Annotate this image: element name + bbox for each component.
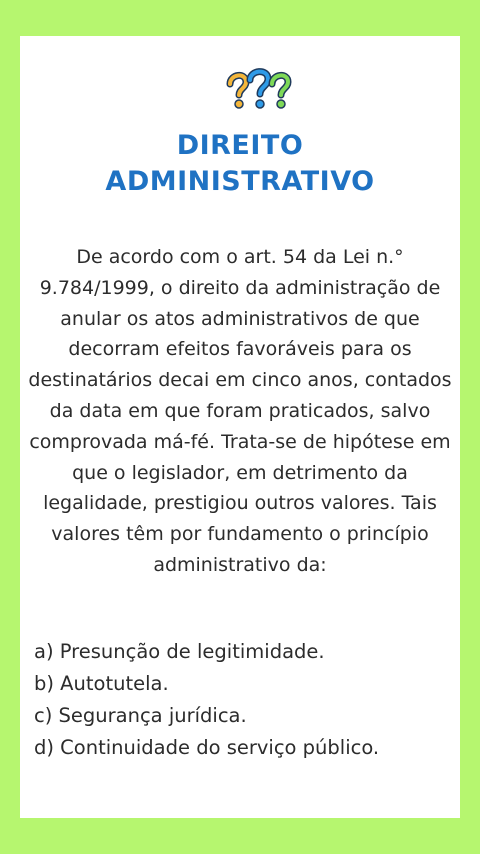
question-text: De acordo com o art. 54 da Lei n.° 9.784/1999, o direito da administração de anular os atos administrativos de que decorram efeitos favoráveis para os destinatários decai em cinco anos, contados da data em que foram praticados, salvo comprovada má-fé. Trata-se de hipótese em que o legislador, em detrimento da legalidade, prestigiou outros valores. Tais valores têm por fundamento o princípio administrativo da: [28,246,452,576]
question-card [20,36,460,818]
question-marks-icon [224,68,296,114]
option-b: b) Autotutela. [34,672,169,695]
option-c: c) Segurança jurídica. [34,704,247,727]
page-title [20,128,460,200]
title-line-2: ADMINISTRATIVO [105,166,375,197]
title-line-1: DIREITO [176,130,304,161]
option-d: d) Continuidade do serviço público. [34,736,380,759]
option-a: a) Presunção de legitimidade. [34,640,325,663]
answer-options [34,636,379,764]
